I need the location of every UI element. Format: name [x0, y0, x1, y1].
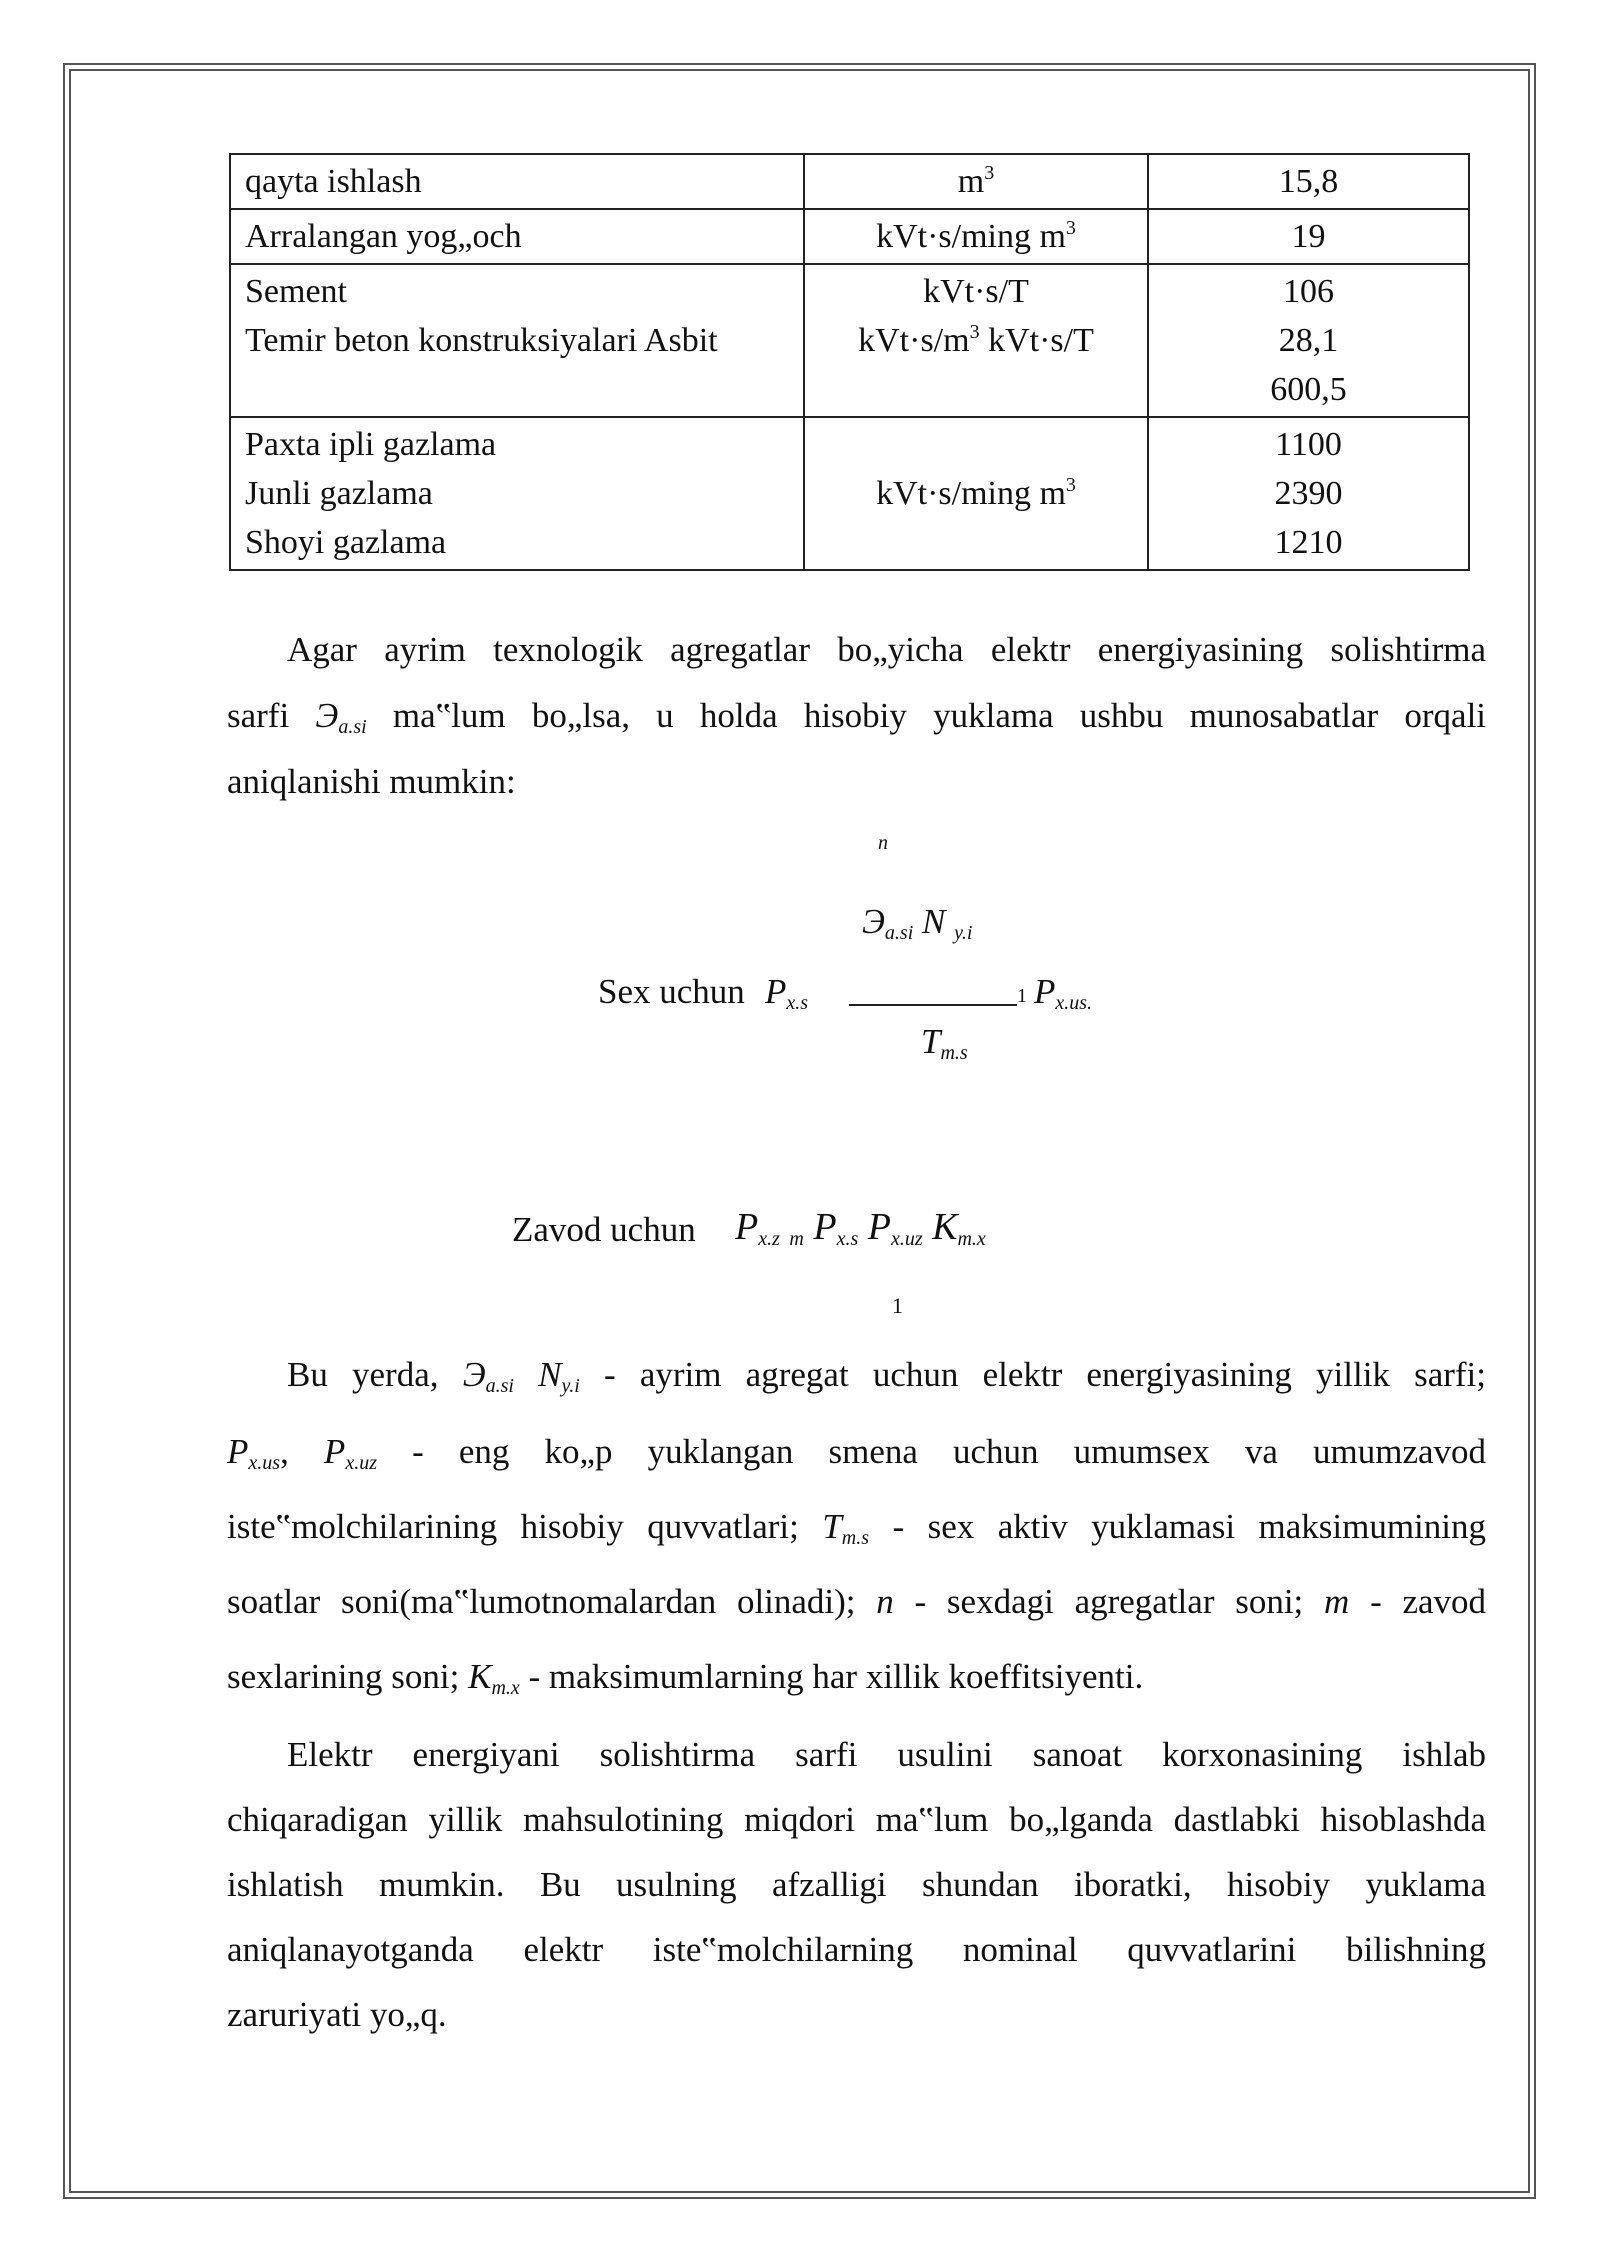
paragraph-line: aniqlanayotganda elektr iste‟molchilarning nominal quvvatlarini bilishning — [227, 1930, 1486, 1969]
formula-zavod-label: Zavod uchun — [512, 1210, 696, 1249]
formula-lhs: $P_{x.s}$ — [765, 972, 809, 1014]
consumption-table — [229, 153, 1470, 571]
paragraph-line: sexlarining soni; $K_{m.x}$ - maksimumlarning har xillik koeffitsiyenti. — [227, 1657, 1144, 1699]
formula-zavod: $P_{x.z}$ $_m$ $P_{x.s}$ $P_{x.uz}$ $K_{m.x}$ — [735, 1206, 986, 1250]
table-cell: 106 28,1 600,5 — [1148, 264, 1469, 417]
paragraph-line: sarfi $Э_{a.si}$ ma‟lum bo„lsa, u holda hisobiy yuklama ushbu munosabatlar orqali — [227, 696, 1487, 738]
paragraph-line: Agar ayrim texnologik agregatlar bo„yicha elektr energiyasining solishtirma — [287, 630, 1486, 669]
table-cell: qayta ishlash — [230, 154, 804, 209]
paragraph-line: Bu yerda, $Э_{a.si}$ $N_{y.i}$ - ayrim agregat uchun elektr energiyasining yillik sarfi; — [287, 1355, 1487, 1397]
paragraph-line: chiqaradigan yillik mahsulotining miqdori ma‟lum bo„lganda dastlabki hisoblashda — [227, 1800, 1486, 1839]
table-row — [230, 209, 1469, 264]
formula-rhs: $P_{x.us.}$ — [1034, 972, 1093, 1014]
table-row — [230, 154, 1469, 209]
paragraph-line: Elektr energiyani solishtirma sarfi usulini sanoat korxonasining ishlab — [287, 1735, 1486, 1774]
formula-numerator: $Э_{a.si}$ N $_{y.i}$ — [862, 902, 973, 944]
formula-sex-label: Sex uchun — [598, 972, 745, 1011]
formula-zavod-lower: 1 — [892, 1293, 903, 1318]
fraction-bar — [849, 1004, 1017, 1006]
sum-lower-index: 1 — [1017, 985, 1027, 1007]
table-row — [230, 417, 1469, 570]
table-cell: Sement Temir beton konstruksiyalari Asbit — [230, 264, 804, 417]
paragraph-line: $P_{x.us}$, $P_{x.uz}$ - eng ko„p yuklangan smena uchun umumsex va umumzavod — [227, 1432, 1487, 1474]
table-cell: kVt·s/T $kVt\cdot s/m^3$ kVt·s/T — [804, 264, 1148, 417]
table-cell: $m^3$ — [804, 154, 1148, 209]
sum-upper-index: n — [878, 832, 888, 854]
table-cell: Arralangan yog„och — [230, 209, 804, 264]
paragraph-line: iste‟molchilarining hisobiy quvvatlari; $T_{m.s}$ - sex aktiv yuklamasi maksimumining — [227, 1507, 1487, 1549]
table-cell: Paxta ipli gazlama Junli gazlama Shoyi gazlama — [230, 417, 804, 570]
table-row — [230, 264, 1469, 417]
formula-denominator: $T_{m.s}$ — [921, 1022, 968, 1064]
table-cell: kVt·s/ming $m^3$ — [804, 209, 1148, 264]
table-cell: 19 — [1148, 209, 1469, 264]
table-cell: 1100 2390 1210 — [1148, 417, 1469, 570]
paragraph-line: zaruriyati yo„q. — [227, 1995, 447, 2034]
table-cell: 15,8 — [1148, 154, 1469, 209]
paragraph-line: aniqlanishi mumkin: — [227, 762, 516, 801]
table-cell: kVt·s/ming $m^3$ — [804, 417, 1148, 570]
paragraph-line: ishlatish mumkin. Bu usulning afzalligi shundan iboratki, hisobiy yuklama — [227, 1865, 1486, 1904]
paragraph-line: soatlar soni(ma‟lumotnomalardan olinadi); n - sexdagi agregatlar soni; m - zavod — [227, 1582, 1487, 1621]
